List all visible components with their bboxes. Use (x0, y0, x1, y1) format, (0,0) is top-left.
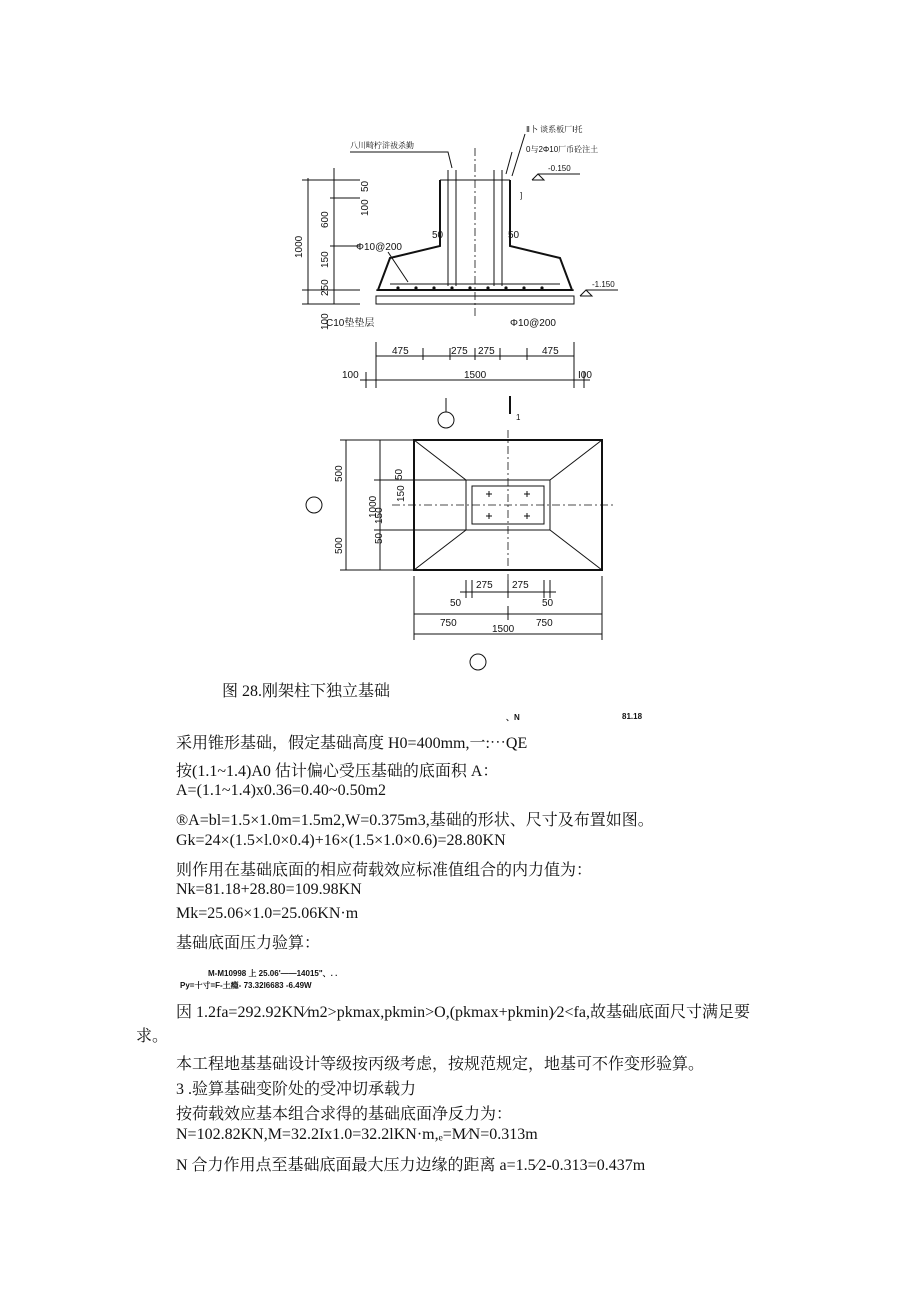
svg-text:1000: 1000 (368, 495, 379, 518)
text-line: 按荷载效应基本组合求得的基础底面净反力为： (176, 1106, 513, 1123)
svg-text:100: 100 (360, 199, 371, 216)
svg-text:50: 50 (374, 532, 385, 544)
axis-circle (438, 412, 454, 428)
text-line: 采用锥形基础，假定基础高度 H0=400mm,一:⋯QE (176, 735, 528, 752)
svg-text:50: 50 (360, 180, 371, 192)
svg-text:100: 100 (320, 313, 331, 330)
paragraph: 因 1.2fa=292.92KN⁄m2>pkmax,pkmin>O,(pkmax+pkmin)⁄2<fa,故基础底面尺寸满足要求。 (136, 1004, 750, 1045)
text-line: 3 .验算基础变阶处的受冲切承载力 (176, 1081, 417, 1098)
rebar-label-top: Φ10@200 (356, 242, 402, 253)
text-line: A=(1.1~1.4)x0.36=0.40~0.50m2 (176, 782, 387, 799)
text-line: 本工程地基基础设计等级按丙级考虑，按规范规定，地基可不作变形验算。 (176, 1056, 705, 1073)
svg-text:500: 500 (334, 537, 345, 554)
text-line: N 合力作用点至基础底面最大压力边缘的距离 a=1.5⁄2-0.313=0.437m (176, 1157, 646, 1174)
svg-text:100: 100 (342, 370, 359, 381)
svg-text:275: 275 (476, 580, 493, 591)
svg-text:250: 250 (320, 279, 331, 296)
svg-text:50: 50 (542, 598, 554, 609)
svg-text:150: 150 (396, 485, 407, 502)
svg-text:]: ] (520, 191, 523, 200)
svg-text:150: 150 (320, 251, 331, 268)
text-line: 按(1.1~1.4)A0 估计偏心受压基础的底面积 A： (176, 763, 499, 780)
svg-text:50: 50 (432, 230, 444, 241)
text-line: Gk=24×(1.5×l.0×0.4)+16×(1.5×1.0×0.6)=28.80KN (176, 832, 506, 849)
svg-text:275: 275 (478, 346, 495, 357)
svg-text:750: 750 (536, 618, 553, 629)
svg-text:1: 1 (516, 413, 521, 422)
elevation-top: -0.150 (548, 164, 571, 173)
text-line: N=102.82KN,M=32.2Ix1.0=32.2lKN·m,ₑ=M⁄N=0.313m (176, 1126, 538, 1143)
formula-line-2: Py=十寸=F-土瘾- 73.32l6683 -6.49W (180, 981, 312, 990)
formula-fragment-value: 81.18 (622, 712, 643, 721)
svg-text:1500: 1500 (492, 624, 515, 635)
note-right-1: Ⅱ卜 谈系板厂Ⅰ托 (526, 125, 583, 134)
svg-text:475: 475 (392, 346, 409, 357)
svg-text:275: 275 (512, 580, 529, 591)
svg-text:1500: 1500 (464, 370, 487, 381)
text-line: 基础底面压力验算： (176, 935, 321, 952)
foundation-drawing (280, 118, 620, 678)
svg-text:500: 500 (334, 465, 345, 482)
note-left: 八川畸柠浒祓杀勤 (350, 141, 414, 150)
svg-text:150: 150 (374, 507, 385, 524)
figure-caption: 图 28.刚架柱下独立基础 (222, 683, 391, 700)
svg-text:475: 475 (542, 346, 559, 357)
formula-line-1: M-M10998 上 25.06'——14015"、. . (208, 969, 338, 978)
svg-text:I00: I00 (578, 370, 592, 381)
formula-fragment-n: 、N (506, 713, 520, 722)
svg-text:600: 600 (320, 211, 331, 228)
note-right-2: 0与2Φ10厂币砼注土 (526, 145, 599, 154)
text-line: Nk=81.18+28.80=109.98KN (176, 881, 362, 898)
svg-text:750: 750 (440, 618, 457, 629)
svg-text:1000: 1000 (294, 235, 305, 258)
text-line: 则作用在基础底面的相应荷载效应标准值组合的内力值为： (176, 862, 593, 879)
svg-text:50: 50 (508, 230, 520, 241)
text-line: ®A=bl=1.5×1.0m=1.5m2,W=0.375m3,基础的形状、尺寸及布置如图。 (176, 812, 654, 829)
cushion-label: C10垫垫层 (326, 318, 375, 329)
svg-text:50: 50 (450, 598, 462, 609)
text-line: Mk=25.06×1.0=25.06KN·m (176, 905, 359, 922)
svg-text:275: 275 (451, 346, 468, 357)
svg-text:50: 50 (394, 468, 405, 480)
rebar-label-bottom: Φ10@200 (510, 318, 556, 329)
elevation-bottom: -1.150 (592, 280, 615, 289)
